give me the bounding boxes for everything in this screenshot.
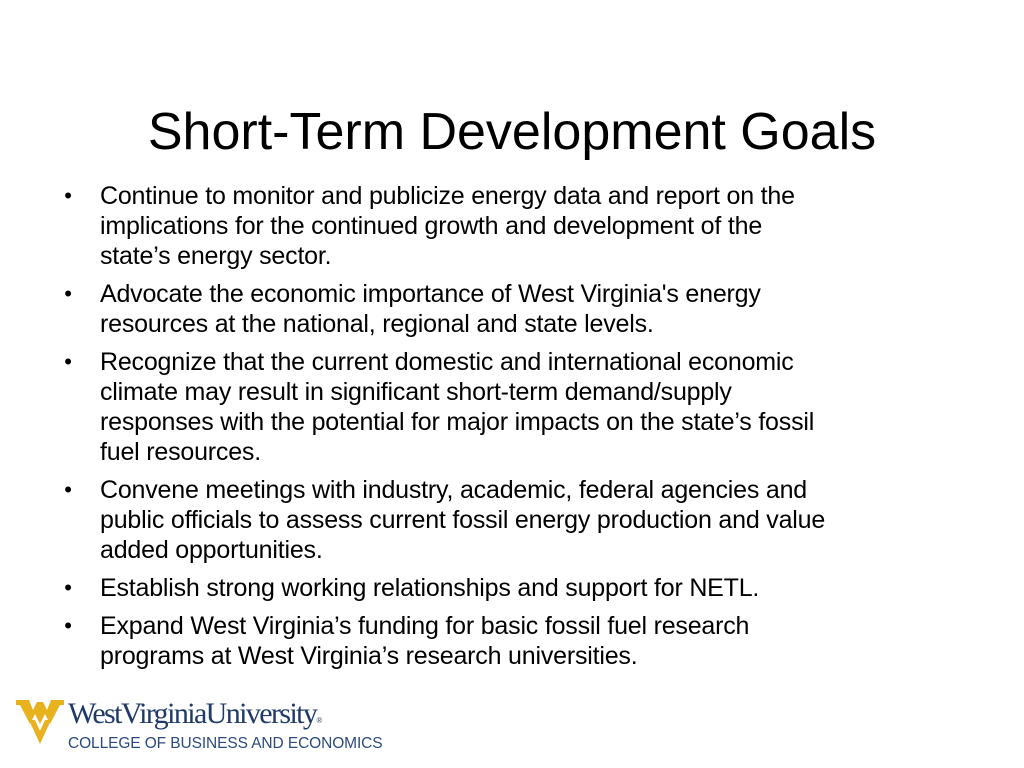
goal-line: responses with the potential for major impacts on the state’s fossil xyxy=(100,408,815,436)
goal-item-3 xyxy=(56,347,956,467)
goal-item-1 xyxy=(56,181,956,271)
bullet-icon: • xyxy=(64,183,72,208)
goal-item-5 xyxy=(56,573,956,603)
goal-line: Recognize that the current domestic and international economic xyxy=(100,348,794,376)
goal-line: Establish strong working relationships and support for NETL. xyxy=(100,574,760,602)
bullet-icon: • xyxy=(64,477,72,502)
goal-line: Continue to monitor and publicize energy data and report on the xyxy=(100,182,795,210)
flying-wv-icon xyxy=(16,698,64,744)
goal-line: resources at the national, regional and state levels. xyxy=(100,310,654,338)
goal-line: public officials to assess current fossil energy production and value xyxy=(100,506,826,534)
registered-mark: ® xyxy=(316,716,323,725)
goal-line: Convene meetings with industry, academic, federal agencies and xyxy=(100,476,807,504)
slide-title: Short-Term Development Goals xyxy=(147,102,877,161)
goal-item-2 xyxy=(56,279,956,339)
goal-line: climate may result in significant short-term demand/supply xyxy=(100,378,732,406)
university-name: WestVirginiaUniversity® xyxy=(68,697,323,730)
goal-item-6 xyxy=(56,611,956,671)
college-name: COLLEGE OF BUSINESS AND ECONOMICS xyxy=(68,735,383,752)
goal-line: added opportunities. xyxy=(100,536,323,564)
goal-line: Expand West Virginia’s funding for basic fossil fuel research xyxy=(100,612,750,640)
bullet-icon: • xyxy=(64,281,72,306)
bullet-icon: • xyxy=(64,575,72,600)
goal-line: implications for the continued growth and development of the xyxy=(100,212,763,240)
wvu-logo xyxy=(14,696,383,756)
goal-line: programs at West Virginia’s research universities. xyxy=(100,642,638,670)
bullet-icon: • xyxy=(64,613,72,638)
goal-line: fuel resources. xyxy=(100,438,261,466)
goals-list xyxy=(56,181,956,679)
goal-line: Advocate the economic importance of West Virginia's energy xyxy=(100,280,761,308)
goal-line: state’s energy sector. xyxy=(100,242,332,270)
goal-item-4 xyxy=(56,475,956,565)
bullet-icon: • xyxy=(64,349,72,374)
